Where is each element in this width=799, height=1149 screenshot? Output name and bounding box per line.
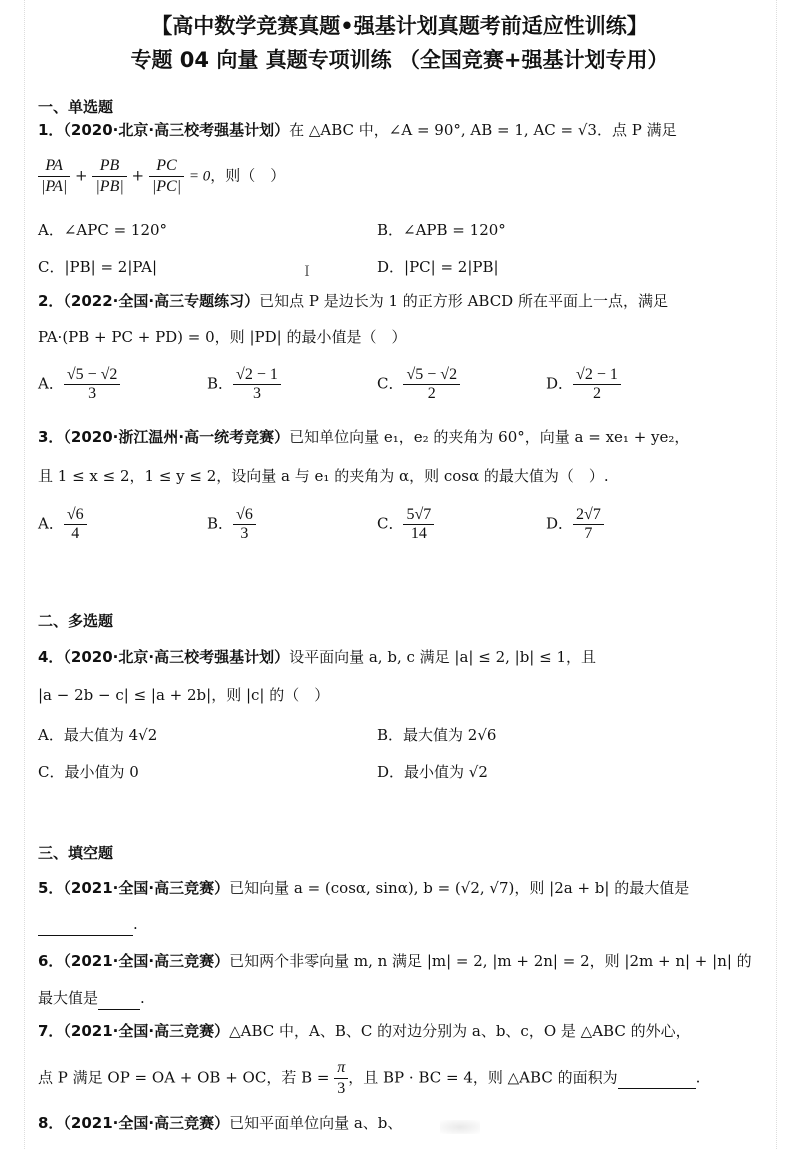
question-4-option-b: B．最大值为 2√6	[377, 726, 497, 744]
question-6-source: 6．（2021·全国·高三竞赛）	[38, 952, 230, 970]
question-6-text-a: 已知两个非零向量 m, n 满足 |m| = 2, |m + 2n| = 2，则 |2m + n| + |n| 的	[229, 952, 752, 970]
question-6-stem-line2: 最大值是 .	[38, 987, 145, 1010]
question-3-text-a: 已知单位向量 e₁，e₂ 的夹角为 60°，向量 a = xe₁ + ye₂，	[289, 428, 690, 446]
question-4-option-d: D．最小值为 √2	[377, 763, 488, 781]
question-2-option-c: C． $\frac{√5 - √2}{2}$	[377, 366, 460, 403]
question-5-stem-line1	[38, 877, 689, 899]
question-4-option-c: C．最小值为 0	[38, 763, 139, 781]
question-7-stem-line2: 点 P 满足 OP = OA + OB + OC，若 B = $\frac{\pi}{3}$ ，且 BP · BC = 4，则 △ABC 的面积为 .	[38, 1059, 701, 1097]
question-1-eq-tail: = 0	[188, 168, 211, 185]
question-2-text-a: 已知点 P 是边长为 1 的正方形 ABCD 所在平面上一点，满足	[259, 292, 668, 310]
question-5-answer-blank[interactable]	[38, 913, 133, 936]
question-1-option-c: C．|PB| = 2|PA|	[38, 258, 158, 276]
question-8-text-a: 已知平面单位向量 a、b、	[229, 1114, 403, 1132]
question-2-option-d: D． $\frac{√2 - 1}{2}$	[546, 366, 621, 403]
question-4-option-a: A．最大值为 4√2	[38, 726, 158, 744]
question-3-option-c: C． $\frac{5√7}{14}$	[377, 506, 434, 543]
question-3-option-b: B． $\frac{√6}{3}$	[207, 506, 256, 543]
question-1-condition: $\frac{PA}{|PA|}$ + $\frac{PB}{|PB|}$ + $\frac{PC}{|PC|}$ = 0，则（ ）	[38, 156, 285, 197]
doc-title-line2: 专题 04 向量 真题专项训练 （全国竞赛+强基计划专用）	[130, 48, 669, 72]
question-2-source: 2．（2022·全国·高三专题练习）	[38, 292, 260, 310]
question-4-text-a: 设平面向量 a, b, c 满足 |a| ≤ 2, |b| ≤ 1，且	[289, 648, 597, 666]
page-margin-right	[776, 0, 777, 1149]
doc-title-line1: 【高中数学竞赛真题•强基计划真题考前适应性训练】	[151, 14, 648, 38]
question-8-source: 8．（2021·全国·高三竞赛）	[38, 1114, 230, 1132]
question-1-option-d: D．|PC| = 2|PB|	[377, 258, 499, 276]
question-1-option-b: B．∠APB = 120°	[377, 221, 506, 239]
question-4-stem-line2: |a − 2b − c| ≤ |a + 2b|，则 |c| 的（ ）	[38, 686, 330, 704]
section-heading-single-choice: 一、单选题	[38, 98, 114, 116]
question-1-frac-2: $\frac{PB}{|PB|}$	[92, 156, 126, 197]
question-3-source: 3．（2020·浙江温州·高一统考竞赛）	[38, 428, 290, 446]
question-3-stem-line1	[38, 426, 689, 448]
question-2-option-a: A． $\frac{√5 - √2}{3}$	[38, 366, 120, 403]
question-1-text-a: 在 △ABC 中，∠A = 90°, AB = 1, AC = √3．点 P 满足	[289, 121, 677, 139]
question-5-source: 5．（2021·全国·高三竞赛）	[38, 879, 230, 897]
question-7-answer-blank[interactable]	[618, 1068, 696, 1089]
question-6-stem-line1	[38, 950, 752, 972]
question-6-answer-blank[interactable]	[98, 987, 140, 1010]
page-margin-left	[24, 0, 25, 1149]
question-3-stem-line2: 且 1 ≤ x ≤ 2，1 ≤ y ≤ 2，设向量 a 与 e₁ 的夹角为 α，则 cosα 的最大值为（ ）.	[38, 467, 609, 485]
question-3-option-d: D． $\frac{2√7}{7}$	[546, 506, 604, 543]
question-1-text-b: ，则（ ）	[210, 166, 286, 185]
question-1-option-a: A．∠APC = 120°	[38, 221, 168, 239]
question-5-text-a: 已知向量 a = (cosα, sinα), b = (√2, √7)，则 |2a + b| 的最大值是	[229, 879, 690, 897]
question-7-frac: $\frac{\pi}{3}$	[334, 1058, 348, 1099]
question-3-option-a: A． $\frac{√6}{4}$	[38, 506, 87, 543]
question-4-stem-line1	[38, 646, 596, 668]
question-1-frac-1: $\frac{PA}{|PA|}$	[38, 156, 70, 197]
question-7-source: 7．（2021·全国·高三竞赛）	[38, 1022, 230, 1040]
question-2-stem-line2: PA·(PB + PC + PD) = 0，则 |PD| 的最小值是（ ）	[38, 328, 407, 346]
question-8-stem-line1	[38, 1112, 402, 1134]
question-1-frac-3: $\frac{PC}{|PC|}$	[149, 156, 184, 197]
section-heading-fill-blank: 三、填空题	[38, 844, 114, 862]
question-1-stem-line1	[38, 119, 677, 141]
question-1-source: 1．（2020·北京·高三校考强基计划）	[38, 121, 290, 139]
question-5-answer-line: .	[38, 913, 138, 936]
section-heading-multi-choice: 二、多选题	[38, 612, 114, 630]
question-2-stem-line1	[38, 290, 668, 312]
question-4-source: 4．（2020·北京·高三校考强基计划）	[38, 648, 290, 666]
question-7-text-a: △ABC 中，A、B、C 的对边分别为 a、b、c，O 是 △ABC 的外心，	[229, 1022, 691, 1040]
question-2-option-b: B． $\frac{√2 - 1}{3}$	[207, 366, 281, 403]
faded-overlay	[440, 1120, 480, 1134]
text-cursor-icon: Ｉ	[300, 264, 314, 280]
question-7-stem-line1	[38, 1020, 691, 1042]
